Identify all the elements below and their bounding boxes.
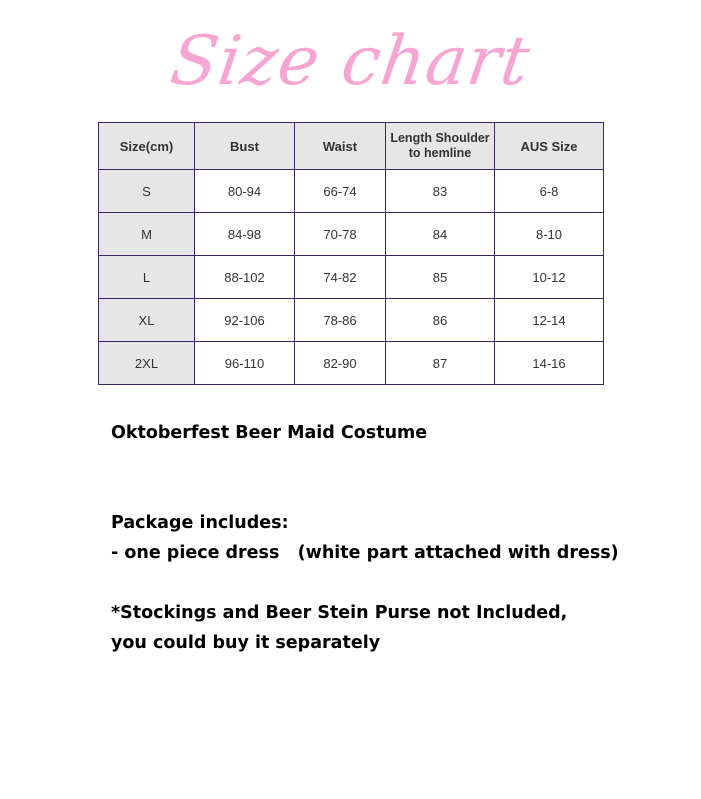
waist-cell: 70-78: [295, 213, 386, 256]
product-name: Oktoberfest Beer Maid Costume: [111, 423, 428, 443]
page-title: Size chart: [165, 22, 536, 101]
bust-cell: 88-102: [195, 256, 295, 299]
note-line-2: you could buy it separately: [111, 633, 381, 653]
waist-cell: 66-74: [295, 170, 386, 213]
header-waist: Waist: [295, 123, 386, 170]
aus-size-cell: 6-8: [495, 170, 604, 213]
table-row: [99, 256, 604, 299]
table-header-row: [99, 123, 604, 170]
size-cell: S: [99, 170, 195, 213]
waist-cell: 74-82: [295, 256, 386, 299]
header-size: Size(cm): [99, 123, 195, 170]
length-cell: 83: [386, 170, 495, 213]
package-item: - one piece dress (white part attached with dress): [111, 543, 619, 563]
length-cell: 84: [386, 213, 495, 256]
aus-size-cell: 12-14: [495, 299, 604, 342]
header-length: Length Shoulder to hemline: [386, 123, 495, 170]
bust-cell: 80-94: [195, 170, 295, 213]
size-cell: L: [99, 256, 195, 299]
waist-cell: 78-86: [295, 299, 386, 342]
aus-size-cell: 10-12: [495, 256, 604, 299]
bust-cell: 96-110: [195, 342, 295, 385]
table-row: [99, 213, 604, 256]
table-row: [99, 342, 604, 385]
table-row: [99, 170, 604, 213]
size-cell: 2XL: [99, 342, 195, 385]
size-table: [98, 122, 604, 385]
bust-cell: 92-106: [195, 299, 295, 342]
package-heading: Package includes:: [111, 513, 289, 533]
header-aus-size: AUS Size: [495, 123, 604, 170]
aus-size-cell: 14-16: [495, 342, 604, 385]
aus-size-cell: 8-10: [495, 213, 604, 256]
note-line-1: *Stockings and Beer Stein Purse not Included,: [111, 603, 568, 623]
size-cell: M: [99, 213, 195, 256]
bust-cell: 84-98: [195, 213, 295, 256]
length-cell: 85: [386, 256, 495, 299]
waist-cell: 82-90: [295, 342, 386, 385]
size-cell: XL: [99, 299, 195, 342]
length-cell: 86: [386, 299, 495, 342]
table-row: [99, 299, 604, 342]
header-bust: Bust: [195, 123, 295, 170]
length-cell: 87: [386, 342, 495, 385]
